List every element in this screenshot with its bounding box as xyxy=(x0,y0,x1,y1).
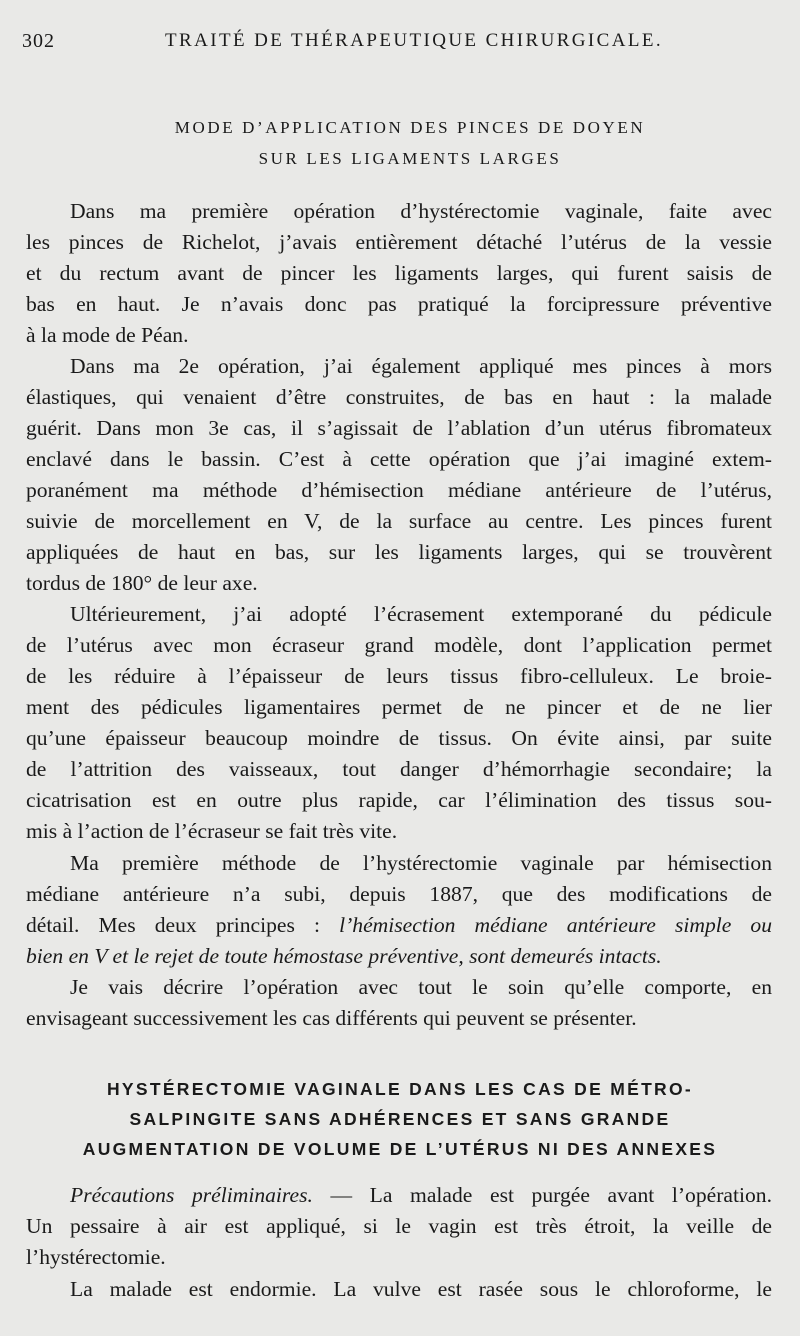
text-line: La malade est endormie. La vulve est rasée sous le chloroforme, le xyxy=(70,1277,772,1301)
text-line: de l’attrition des vaisseaux, tout danger d’hémorrhagie secondaire; la xyxy=(26,757,772,781)
text-line: élastiques, qui venaient d’être construites, de bas en haut : la malade xyxy=(26,385,772,409)
italic-lead: Précautions préliminaires. xyxy=(70,1183,313,1207)
text-line: Dans ma 2e opération, j’ai également appliqué mes pinces à mors xyxy=(70,354,772,378)
text-line: médiane antérieure n’a subi, depuis 1887, que des modifications de xyxy=(26,882,772,906)
paragraph xyxy=(26,351,772,599)
paragraph xyxy=(26,599,772,847)
text-line xyxy=(26,910,772,941)
text-line: guérit. Dans mon 3e cas, il s’agissait de l’ablation d’un utérus fibromateux xyxy=(26,416,772,440)
text-line: Je vais décrire l’opération avec tout le soin qu’elle comporte, en xyxy=(70,975,772,999)
text-line: Ultérieurement, j’ai adopté l’écrasement extemporané du pédicule xyxy=(70,602,772,626)
text-line: suivie de morcellement en V, de la surface au centre. Les pinces furent xyxy=(26,509,772,533)
text-line: de l’utérus avec mon écraseur grand modèle, dont l’application permet xyxy=(26,633,772,657)
paragraph xyxy=(26,848,772,972)
running-title: TRAITÉ DE THÉRAPEUTIQUE CHIRURGICALE. xyxy=(165,30,663,51)
paragraph xyxy=(26,1274,772,1305)
text-line: tordus de 180° de leur axe. xyxy=(26,571,258,595)
text-line: et du rectum avant de pincer les ligaments larges, qui furent saisis de xyxy=(26,261,772,285)
text-line: appliquées de haut en bas, sur les ligaments larges, qui se trouvèrent xyxy=(26,540,772,564)
section-heading-vaginal-hysterectomy xyxy=(20,1074,780,1164)
page-number: 302 xyxy=(22,30,55,52)
text-line: qu’une épaisseur beaucoup moindre de tissus. On évite ainsi, par suite xyxy=(26,726,772,750)
heading-line: AUGMENTATION DE VOLUME DE L’UTÉRUS NI DES ANNEXES xyxy=(82,1139,718,1159)
text-line: enclavé dans le bassin. C’est à cette opération que j’ai imaginé extem- xyxy=(26,447,772,471)
section-heading-doyen-forceps xyxy=(40,112,780,174)
text-line: les pinces de Richelot, j’avais entièrement détaché l’utérus de la vessie xyxy=(26,230,772,254)
text-line xyxy=(26,1180,772,1211)
running-head xyxy=(22,30,778,54)
heading-line: HYSTÉRECTOMIE VAGINALE DANS LES CAS DE MÉTRO- xyxy=(106,1079,694,1099)
text-line: de les réduire à l’épaisseur de leurs tissus fibro-celluleux. Le broie- xyxy=(26,664,772,688)
text-line: Dans ma première opération d’hystérectomie vaginale, faite avec xyxy=(70,199,772,223)
italic-text-run: l’hémisection médiane antérieure simple ou xyxy=(339,913,772,937)
text-line: bas en haut. Je n’avais donc pas pratiqué la forcipressure préventive xyxy=(26,292,772,316)
heading-line: MODE D’APPLICATION DES PINCES DE DOYEN xyxy=(174,118,646,137)
text-line xyxy=(26,941,772,972)
heading-line: SALPINGITE SANS ADHÉRENCES ET SANS GRANDE xyxy=(129,1109,671,1129)
text-line: cicatrisation est en outre plus rapide, car l’élimination des tissus sou- xyxy=(26,788,772,812)
text-line: à la mode de Péan. xyxy=(26,323,189,347)
paragraph xyxy=(26,1180,772,1273)
text-run: — La malade est purgée avant l’opération. xyxy=(312,1183,772,1207)
paragraph xyxy=(26,196,772,351)
italic-text-run: bien en V et le rejet de toute hémostase préventive, sont demeurés intacts. xyxy=(26,944,662,968)
text-line: Ma première méthode de l’hystérectomie vaginale par hémisection xyxy=(70,851,772,875)
heading-line: SUR LES LIGAMENTS LARGES xyxy=(258,149,562,168)
text-run: détail. Mes deux principes : xyxy=(26,913,340,937)
text-line: envisageant successivement les cas différents qui peuvent se présenter. xyxy=(26,1006,637,1030)
paragraph xyxy=(26,972,772,1034)
text-line: mis à l’action de l’écraseur se fait très vite. xyxy=(26,819,398,843)
text-line: l’hystérectomie. xyxy=(26,1245,166,1269)
text-line: ment des pédicules ligamentaires permet de ne pincer et de ne lier xyxy=(26,695,772,719)
text-line: Un pessaire à air est appliqué, si le vagin est très étroit, la veille de xyxy=(26,1214,772,1238)
text-line: poranément ma méthode d’hémisection médiane antérieure de l’utérus, xyxy=(26,478,772,502)
